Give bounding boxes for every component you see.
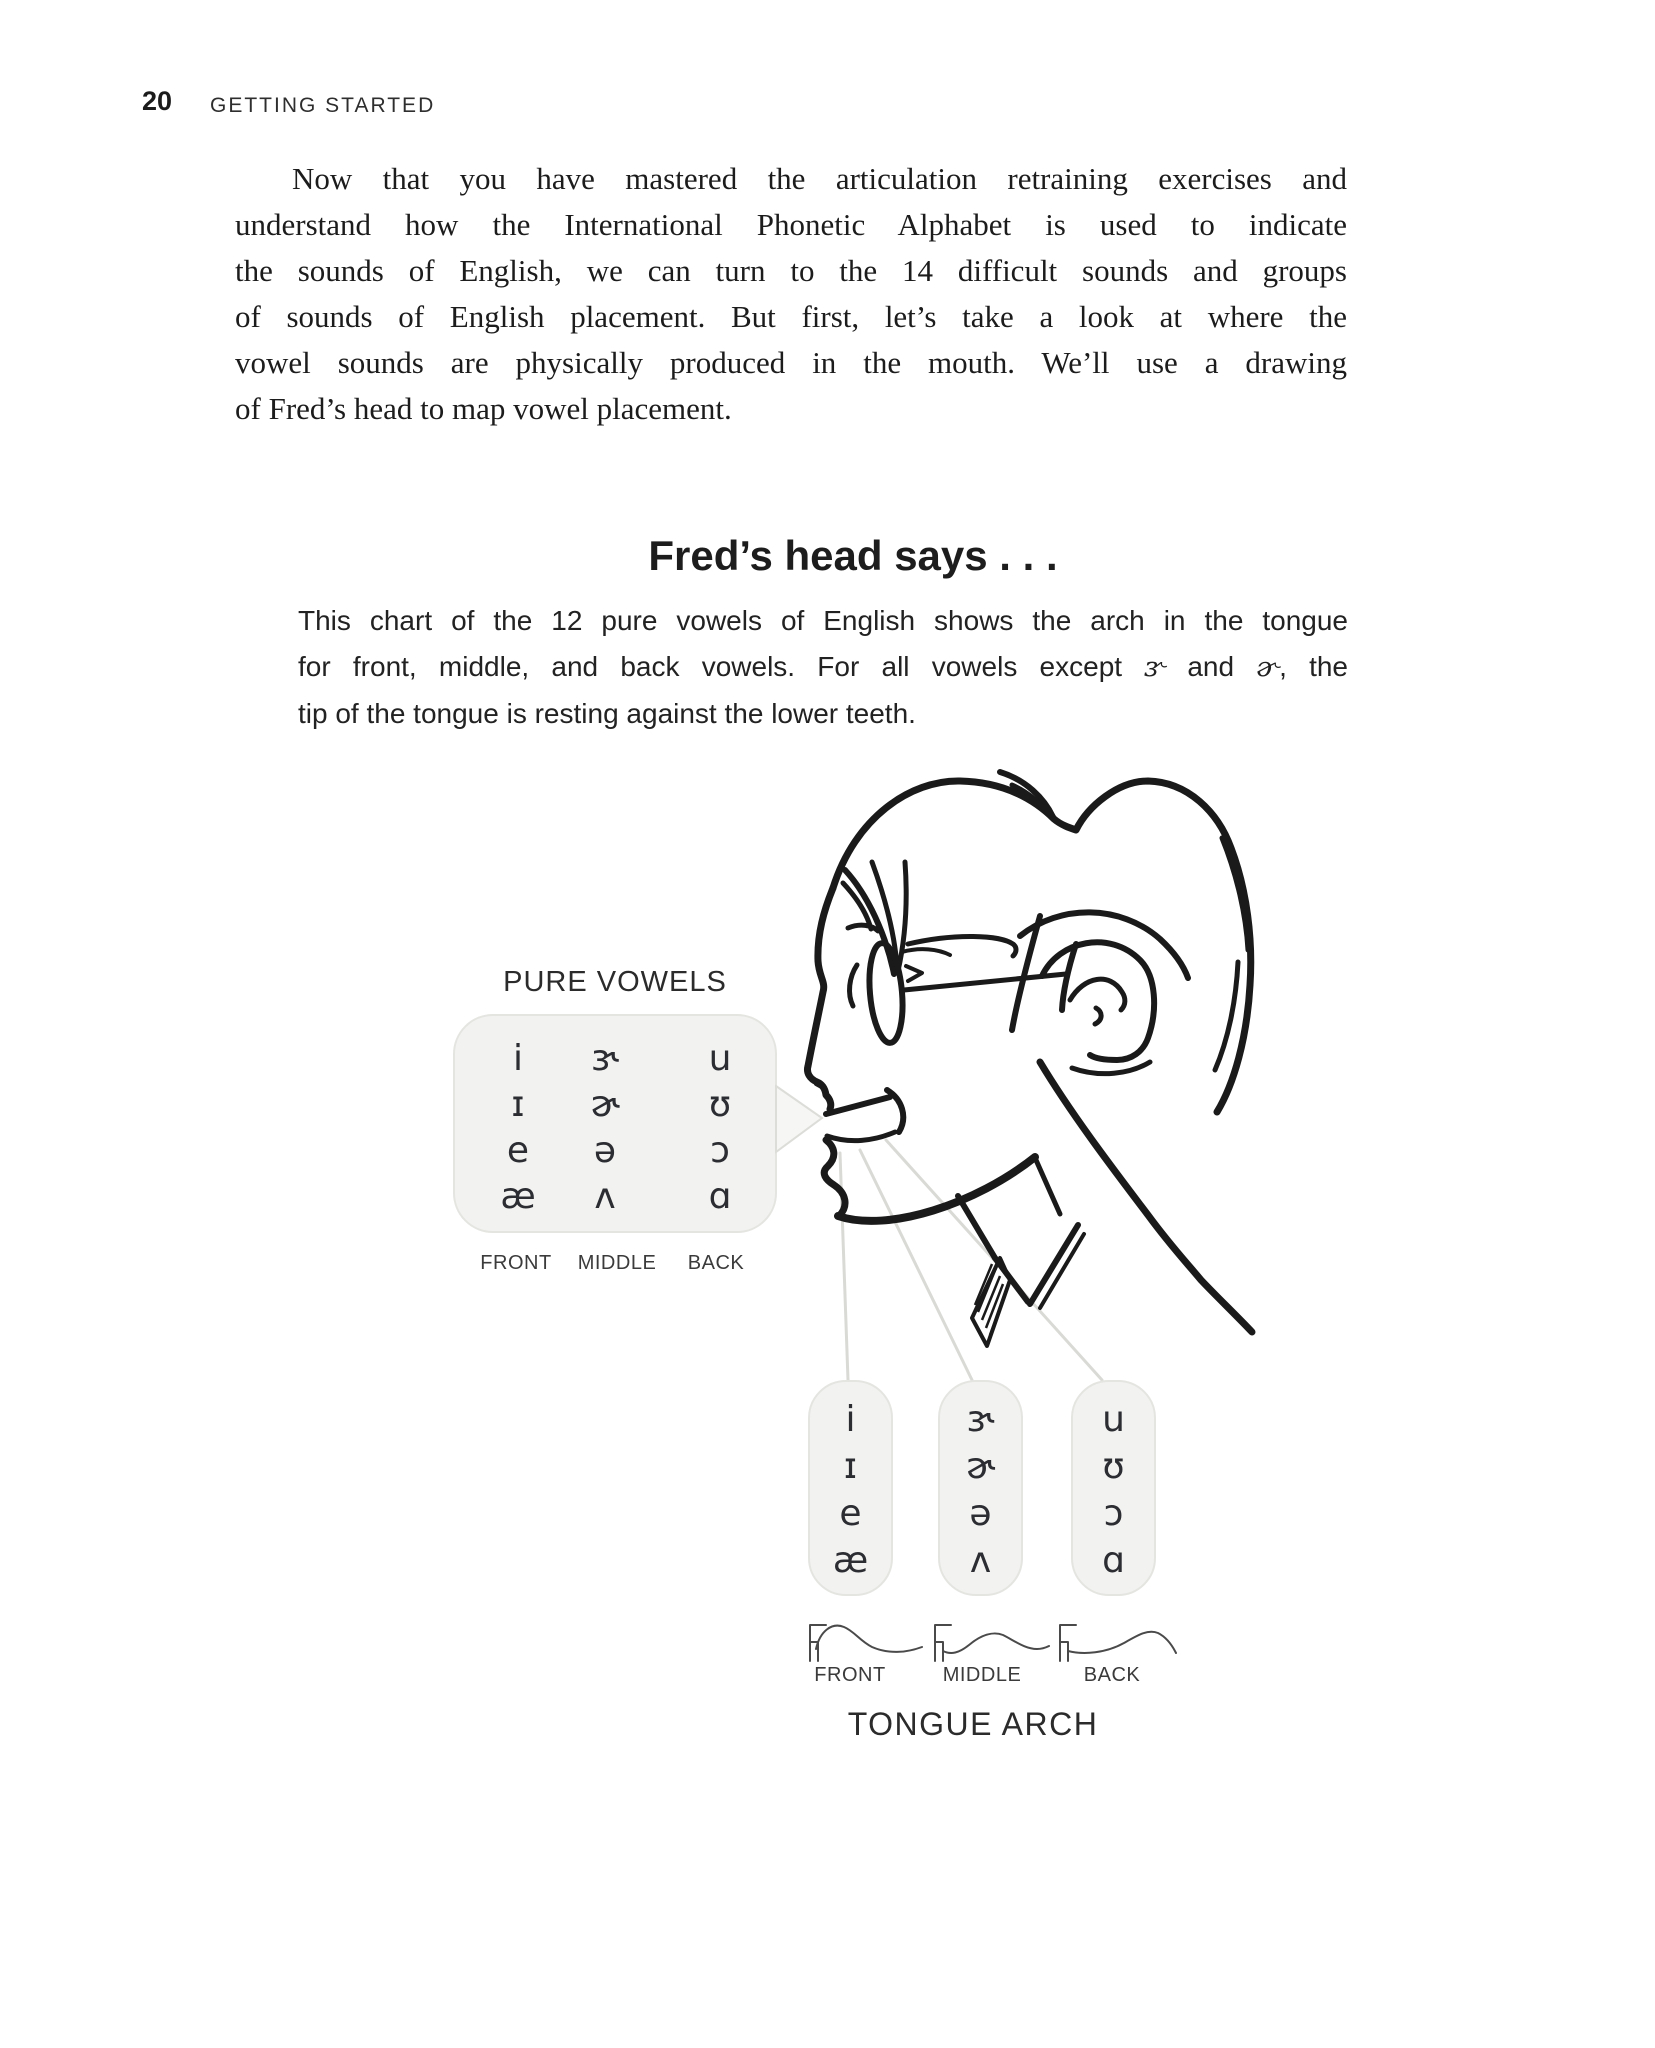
ipa-symbol-schwar: ɚ (1256, 652, 1280, 683)
vowel-symbol: ə (593, 1130, 617, 1171)
middle-label: MIDDLE (942, 1664, 1022, 1686)
tongue-arch-back-column (1071, 1380, 1156, 1596)
vowel-symbol: ɔ (710, 1130, 730, 1171)
vowel-symbol: æ (500, 1176, 536, 1217)
front-label: FRONT (814, 1664, 886, 1686)
paragraph-line: Now that you have mastered the articulation retraining exercises and (292, 161, 1347, 196)
running-head: GETTING STARTED (210, 94, 436, 117)
mouth-lower-line (827, 1132, 895, 1141)
pure-vowels-speech-bubble (453, 1014, 777, 1233)
tongue-arch-middle-column (938, 1380, 1023, 1596)
neck-front-line (958, 1196, 995, 1258)
vowel-symbol: ɑ (1102, 1540, 1125, 1581)
pure-vowels-heading: PURE VOWELS (503, 966, 727, 998)
vowel-symbol: ɝ (591, 1038, 619, 1079)
tongue-arch-heading: TONGUE ARCH (847, 1706, 1099, 1742)
description-line: This chart of the 12 pure vowels of English shows the arch in the tongue (298, 605, 1348, 636)
vowel-symbol: i (512, 1038, 523, 1079)
intro-paragraph (235, 156, 1347, 432)
eyelid-line (902, 949, 950, 955)
vowel-symbol: ɑ (708, 1176, 732, 1217)
vowel-symbol: ɪ (511, 1084, 525, 1125)
vowel-symbol: ʊ (708, 1084, 732, 1125)
fred-head-illustration (760, 740, 1280, 1400)
tongue-arch-front-column (808, 1380, 893, 1596)
vowel-symbol: ʌ (594, 1176, 616, 1217)
paragraph-line: vowel sounds are physically produced in the mouth. We’ll use a drawing (235, 345, 1347, 380)
paragraph-line: of sounds of English placement. But first, let’s take a look at where the (235, 299, 1347, 334)
mouth-upper-line (826, 1097, 890, 1114)
vowel-symbol: ɝ (966, 1399, 995, 1440)
eye-mark (906, 966, 922, 981)
vowel-symbol: ɔ (1103, 1493, 1124, 1534)
front-label: FRONT (480, 1252, 552, 1274)
chin (824, 1140, 845, 1216)
vowel-symbol: u (1102, 1399, 1125, 1440)
neck-and-shoulder (958, 1062, 1252, 1332)
brow-line (908, 936, 1016, 956)
eyebrow (848, 925, 878, 931)
vowel-symbol: u (708, 1038, 732, 1079)
vowel-symbol: ɪ (843, 1446, 858, 1487)
description-text: and (1165, 651, 1257, 682)
back-label: BACK (1083, 1664, 1141, 1686)
jawline (838, 1157, 1035, 1221)
ear (1020, 912, 1188, 1073)
middle-vowel-column (575, 1036, 635, 1220)
glasses-far-lens (850, 965, 857, 1006)
vowel-symbol: ɚ (965, 1446, 996, 1487)
paragraph-line: of Fred’s head to map vowel placement. (235, 391, 732, 426)
neck-side-line (1036, 1160, 1060, 1214)
vowel-symbol: æ (832, 1540, 869, 1581)
collar-right (1030, 1225, 1078, 1304)
paragraph-line: understand how the International Phonetic Alphabet is used to indicate (235, 207, 1347, 242)
feature-description (298, 598, 1348, 737)
description-line: tip of the tongue is resting against the lower teeth. (298, 698, 916, 729)
vowel-symbol: e (506, 1130, 530, 1171)
vowel-symbol: e (839, 1493, 862, 1534)
vowel-symbol: ʌ (969, 1540, 992, 1581)
vowel-symbol: ə (969, 1493, 992, 1534)
tongue-arch-middle-icon (925, 1615, 1055, 1663)
description-line (298, 644, 1348, 691)
middle-label: MIDDLE (577, 1252, 657, 1274)
vowel-symbol: ɚ (590, 1084, 620, 1125)
vowel-symbol: i (845, 1399, 856, 1440)
front-vowel-column (488, 1036, 548, 1220)
ipa-symbol-er: ɝ (1144, 652, 1166, 683)
page-number: 20 (142, 86, 173, 116)
back-label: BACK (687, 1252, 745, 1274)
tongue-arch-back-icon (1050, 1615, 1180, 1663)
paragraph-line: the sounds of English, we can turn to the 14 difficult sounds and groups (235, 253, 1347, 288)
tongue-arch-front-icon (800, 1615, 930, 1663)
description-text: for front, middle, and back vowels. For all vowels except (298, 651, 1145, 682)
description-text: , the (1279, 651, 1349, 682)
feature-title: Fred’s head says . . . (648, 532, 1058, 579)
vowel-symbol: ʊ (1102, 1446, 1125, 1487)
